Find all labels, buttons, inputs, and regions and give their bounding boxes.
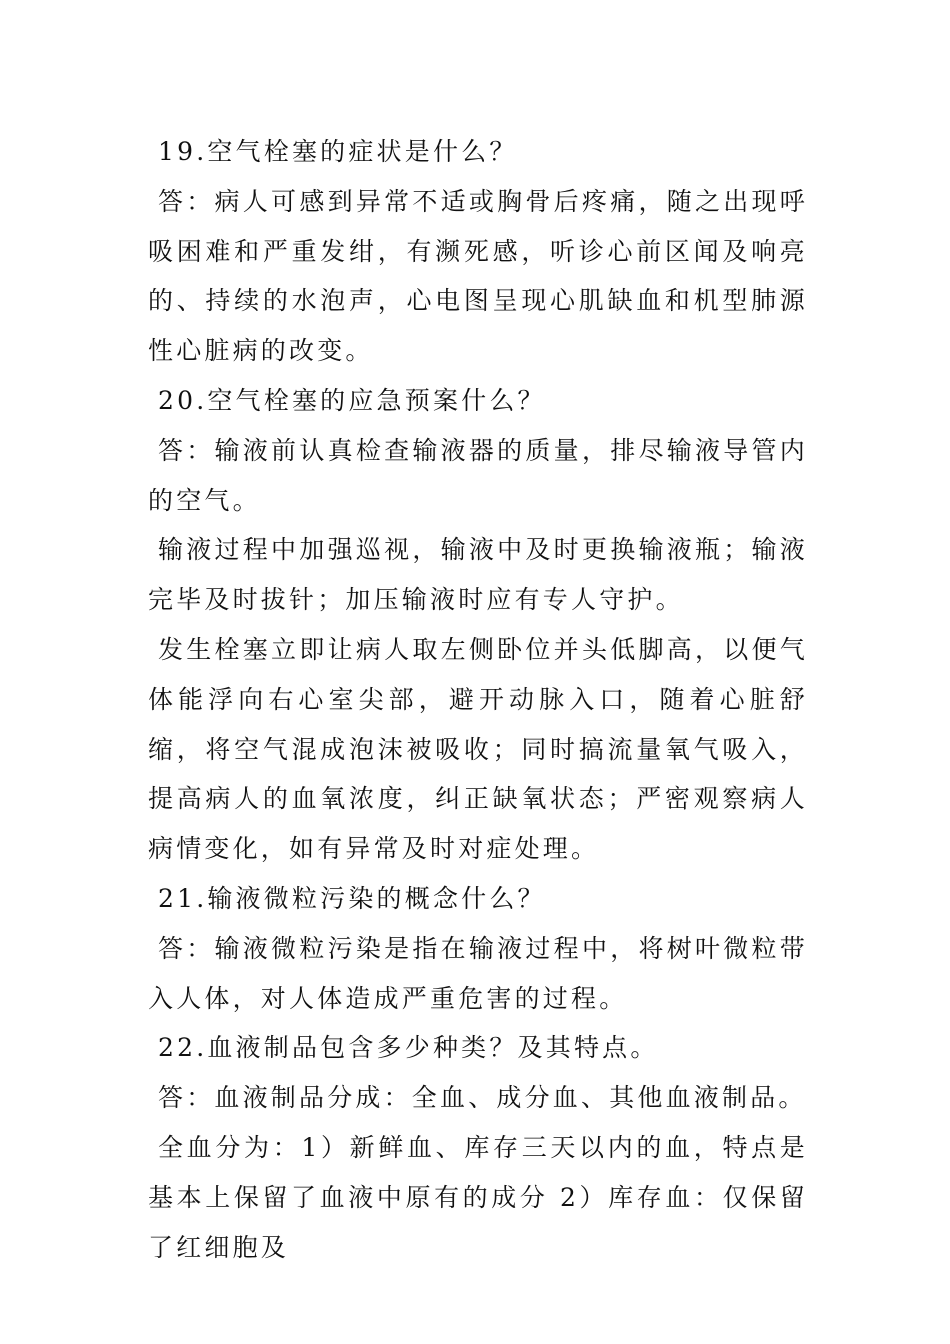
question-20: 20.空气栓塞的应急预案什么？ [158, 385, 546, 415]
answer-21: 答：输液微粒污染是指在输液过程中，将树叶微粒带入人体，对人体造成严重危害的过程。 [148, 933, 808, 1013]
answer-20-part-2: 输液过程中加强巡视，输液中及时更换输液瓶；输液完毕及时拔针；加压输液时应有专人守护。 [148, 535, 808, 615]
answer-22-part-1: 答：血液制品分成：全血、成分血、其他血液制品。 [158, 1083, 807, 1113]
question-22: 22.血液制品包含多少种类？及其特点。 [158, 1033, 659, 1063]
question-19: 19.空气栓塞的症状是什么？ [158, 137, 518, 166]
document-body [148, 127, 808, 1272]
question-21: 21.输液微粒污染的概念什么？ [158, 883, 546, 913]
answer-19: 答：病人可感到异常不适或胸骨后疼痛，随之出现呼吸困难和严重发绀，有濒死感，听诊心前区闻及响亮的、持续的水泡声，心电图呈现心肌缺血和机型肺源性心脏病的改变。 [148, 186, 808, 366]
answer-20-part-3: 发生栓塞立即让病人取左侧卧位并头低脚高，以便气体能浮向右心室尖部，避开动脉入口，随着心脏舒缩，将空气混成泡沫被吸收；同时搞流量氧气吸入，提高病人的血氧浓度，纠正缺氧状态；严密观察病人病情变化，如有异常及时对症处理。 [148, 634, 808, 864]
answer-20-part-1: 答：输液前认真检查输液器的质量，排尽输液导管内的空气。 [148, 435, 808, 515]
answer-22-part-2: 全血分为：1）新鲜血、库存三天以内的血，特点是基本上保留了血液中原有的成分 2）库存血：仅保留了红细胞及 [148, 1132, 808, 1262]
